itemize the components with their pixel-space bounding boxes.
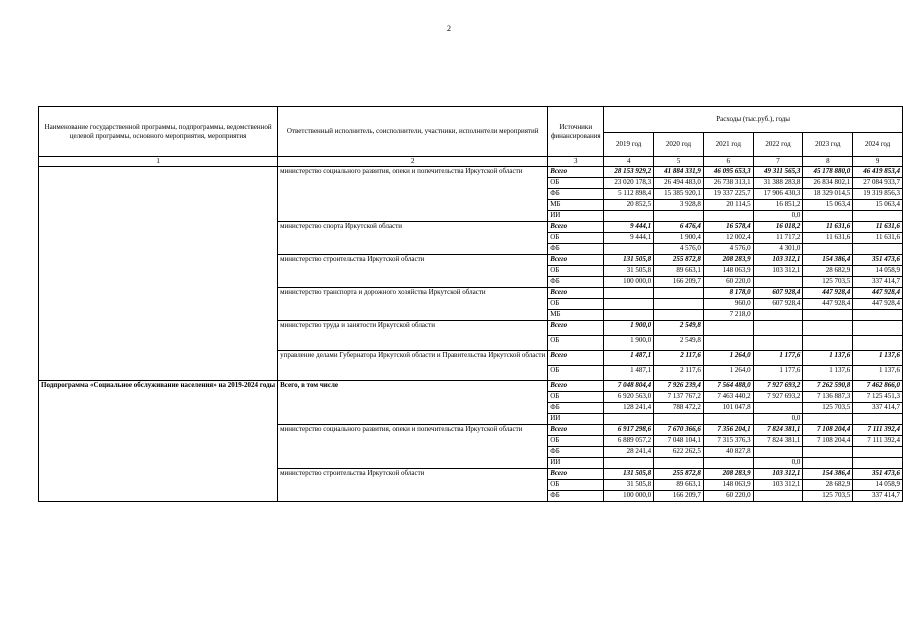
value-cell: 103 312,1: [753, 480, 803, 491]
source-cell: ОБ: [548, 480, 604, 491]
value-cell: 337 414,7: [853, 403, 903, 414]
source-cell: Всего: [548, 255, 604, 266]
value-cell: 0,0: [753, 458, 803, 469]
executor-cell: управление делами Губернатора Иркутской области и Правительства Иркутской области: [278, 351, 548, 381]
value-cell: [604, 299, 654, 310]
value-cell: 23 020 178,3: [604, 178, 654, 189]
value-cell: 7 462 866,0: [853, 381, 903, 392]
value-cell: 1 264,0: [703, 351, 753, 366]
value-cell: 15 063,4: [803, 200, 853, 211]
value-cell: 49 311 565,3: [753, 167, 803, 178]
value-cell: 7 926 239,4: [654, 381, 704, 392]
value-cell: 447 928,4: [853, 288, 903, 299]
value-cell: 7 927 693,2: [753, 381, 803, 392]
value-cell: 1 900,0: [604, 321, 654, 336]
header-year: 2021 год: [703, 133, 753, 157]
value-cell: 7 108 204,4: [803, 436, 853, 447]
value-cell: 166 209,7: [654, 277, 704, 288]
index-cell: 9: [853, 157, 903, 167]
value-cell: [604, 458, 654, 469]
source-cell: Всего: [548, 381, 604, 392]
value-cell: 20 114,5: [703, 200, 753, 211]
value-cell: [803, 336, 853, 351]
index-cell: 5: [654, 157, 704, 167]
value-cell: [753, 321, 803, 336]
value-cell: [604, 244, 654, 255]
value-cell: 447 928,4: [803, 288, 853, 299]
value-cell: [654, 211, 704, 222]
value-cell: 31 505,8: [604, 266, 654, 277]
index-cell: 8: [803, 157, 853, 167]
value-cell: 89 663,1: [654, 266, 704, 277]
value-cell: [803, 321, 853, 336]
value-cell: 7 315 376,3: [703, 436, 753, 447]
value-cell: 103 312,1: [753, 266, 803, 277]
value-cell: 1 177,6: [753, 351, 803, 366]
source-cell: Всего: [548, 351, 604, 366]
value-cell: 622 262,5: [654, 447, 704, 458]
value-cell: [853, 321, 903, 336]
source-cell: Всего: [548, 167, 604, 178]
value-cell: [753, 403, 803, 414]
value-cell: [654, 310, 704, 321]
value-cell: 11 717,2: [753, 233, 803, 244]
value-cell: 1 900,4: [654, 233, 704, 244]
value-cell: 4 301,0: [753, 244, 803, 255]
value-cell: 131 505,8: [604, 469, 654, 480]
value-cell: 128 241,4: [604, 403, 654, 414]
value-cell: 15 385 920,1: [654, 189, 704, 200]
executor-cell: министерство строительства Иркутской области: [278, 469, 548, 502]
value-cell: 131 505,8: [604, 255, 654, 266]
value-cell: 607 928,4: [753, 288, 803, 299]
index-cell: 4: [604, 157, 654, 167]
value-cell: 1 137,6: [853, 351, 903, 366]
value-cell: 100 000,0: [604, 491, 654, 502]
value-cell: 148 063,9: [703, 266, 753, 277]
value-cell: 14 058,9: [853, 266, 903, 277]
budget-table: [38, 106, 903, 502]
value-cell: 7 463 440,2: [703, 392, 753, 403]
index-cell: 3: [548, 157, 604, 167]
program-cell: [39, 167, 278, 381]
value-cell: 1 487,1: [604, 366, 654, 381]
value-cell: 960,0: [703, 299, 753, 310]
value-cell: [654, 288, 704, 299]
value-cell: [654, 458, 704, 469]
header-program: Наименование государственной программы, подпрограммы, ведомственной целевой программы, основного мероприятия, мероприятия: [39, 107, 278, 157]
source-cell: МБ: [548, 200, 604, 211]
value-cell: 1 177,6: [753, 366, 803, 381]
header-year: 2019 год: [604, 133, 654, 157]
value-cell: 18 329 014,5: [803, 189, 853, 200]
value-cell: [604, 414, 654, 425]
value-cell: 26 738 313,1: [703, 178, 753, 189]
value-cell: 1 487,1: [604, 351, 654, 366]
value-cell: [753, 310, 803, 321]
value-cell: 46 419 853,4: [853, 167, 903, 178]
value-cell: 31 505,8: [604, 480, 654, 491]
value-cell: 1 264,0: [703, 366, 753, 381]
value-cell: 7 356 204,1: [703, 425, 753, 436]
value-cell: 7 108 204,4: [803, 425, 853, 436]
value-cell: 607 928,4: [753, 299, 803, 310]
source-cell: ОБ: [548, 436, 604, 447]
source-cell: ИИ: [548, 458, 604, 469]
value-cell: 208 283,9: [703, 255, 753, 266]
value-cell: [703, 336, 753, 351]
value-cell: 27 084 933,7: [853, 178, 903, 189]
value-cell: 46 095 653,3: [703, 167, 753, 178]
value-cell: 11 631,6: [803, 222, 853, 233]
value-cell: 41 884 331,9: [654, 167, 704, 178]
index-cell: 1: [39, 157, 278, 167]
value-cell: 6 889 057,2: [604, 436, 654, 447]
value-cell: [853, 211, 903, 222]
value-cell: 6 920 563,0: [604, 392, 654, 403]
value-cell: 9 444,1: [604, 222, 654, 233]
value-cell: 5 112 898,4: [604, 189, 654, 200]
table-row: [39, 381, 903, 392]
value-cell: [853, 458, 903, 469]
table-row: [39, 167, 903, 178]
value-cell: 4 576,0: [654, 244, 704, 255]
value-cell: 154 386,4: [803, 469, 853, 480]
header-year: 2024 год: [853, 133, 903, 157]
value-cell: 7 670 366,6: [654, 425, 704, 436]
value-cell: [703, 414, 753, 425]
value-cell: 26 834 802,1: [803, 178, 853, 189]
source-cell: ОБ: [548, 233, 604, 244]
value-cell: [803, 244, 853, 255]
value-cell: [703, 211, 753, 222]
value-cell: 7 824 381,1: [753, 436, 803, 447]
value-cell: 447 928,4: [803, 299, 853, 310]
value-cell: 28 241,4: [604, 447, 654, 458]
value-cell: 125 703,5: [803, 491, 853, 502]
value-cell: 7 824 381,1: [753, 425, 803, 436]
value-cell: 337 414,7: [853, 277, 903, 288]
value-cell: [803, 458, 853, 469]
value-cell: 45 178 880,0: [803, 167, 853, 178]
value-cell: 28 153 929,2: [604, 167, 654, 178]
executor-cell: Всего, в том числе: [278, 381, 548, 425]
value-cell: 7 927 693,2: [753, 392, 803, 403]
value-cell: 7 111 392,4: [853, 436, 903, 447]
value-cell: [604, 211, 654, 222]
value-cell: 15 063,4: [853, 200, 903, 211]
source-cell: Всего: [548, 469, 604, 480]
value-cell: 7 262 590,8: [803, 381, 853, 392]
value-cell: [853, 414, 903, 425]
value-cell: 1 137,6: [853, 366, 903, 381]
index-cell: 6: [703, 157, 753, 167]
value-cell: 0,0: [753, 211, 803, 222]
value-cell: [853, 447, 903, 458]
page-number: 2: [447, 24, 451, 33]
value-cell: 7 137 767,2: [654, 392, 704, 403]
value-cell: 40 827,8: [703, 447, 753, 458]
value-cell: 11 631,6: [853, 222, 903, 233]
source-cell: МБ: [548, 310, 604, 321]
index-cell: 2: [278, 157, 548, 167]
value-cell: 7 136 887,3: [803, 392, 853, 403]
value-cell: 7 048 804,4: [604, 381, 654, 392]
value-cell: 447 928,4: [853, 299, 903, 310]
executor-cell: министерство труда и занятости Иркутской области: [278, 321, 548, 351]
value-cell: 60 220,0: [703, 491, 753, 502]
value-cell: 1 137,6: [803, 366, 853, 381]
value-cell: 8 178,0: [703, 288, 753, 299]
value-cell: 31 388 283,8: [753, 178, 803, 189]
value-cell: 19 337 225,7: [703, 189, 753, 200]
value-cell: 351 473,6: [853, 469, 903, 480]
value-cell: 351 473,6: [853, 255, 903, 266]
value-cell: 2 549,8: [654, 321, 704, 336]
value-cell: 19 319 856,3: [853, 189, 903, 200]
index-cell: 7: [753, 157, 803, 167]
value-cell: 788 472,2: [654, 403, 704, 414]
value-cell: 16 578,4: [703, 222, 753, 233]
value-cell: 103 312,1: [753, 255, 803, 266]
value-cell: 17 906 430,3: [753, 189, 803, 200]
value-cell: 6 476,4: [654, 222, 704, 233]
value-cell: [753, 336, 803, 351]
value-cell: [803, 447, 853, 458]
value-cell: 7 218,0: [703, 310, 753, 321]
value-cell: 4 576,0: [703, 244, 753, 255]
value-cell: 14 058,9: [853, 480, 903, 491]
value-cell: [753, 447, 803, 458]
value-cell: [853, 310, 903, 321]
value-cell: [654, 414, 704, 425]
value-cell: [703, 458, 753, 469]
source-cell: Всего: [548, 288, 604, 299]
source-cell: ФБ: [548, 403, 604, 414]
program-cell: Подпрограмма «Социальное обслуживание населения» на 2019-2024 годы: [39, 381, 278, 502]
source-cell: ФБ: [548, 189, 604, 200]
source-cell: ОБ: [548, 336, 604, 351]
value-cell: 2 117,6: [654, 366, 704, 381]
source-cell: ФБ: [548, 491, 604, 502]
value-cell: 26 494 483,0: [654, 178, 704, 189]
source-cell: ИИ: [548, 414, 604, 425]
value-cell: 11 631,6: [853, 233, 903, 244]
value-cell: [604, 288, 654, 299]
source-cell: Всего: [548, 222, 604, 233]
executor-cell: министерство транспорта и дорожного хозяйства Иркутской области: [278, 288, 548, 321]
value-cell: 255 872,8: [654, 255, 704, 266]
source-cell: ФБ: [548, 277, 604, 288]
executor-cell: министерство строительства Иркутской области: [278, 255, 548, 288]
value-cell: 89 663,1: [654, 480, 704, 491]
value-cell: 3 928,8: [654, 200, 704, 211]
value-cell: 208 283,9: [703, 469, 753, 480]
value-cell: [604, 310, 654, 321]
value-cell: [654, 299, 704, 310]
value-cell: 125 703,5: [803, 403, 853, 414]
header-year: 2023 год: [803, 133, 853, 157]
header-executor: Ответственный исполнитель, соисполнители, участники, исполнители мероприятий: [278, 107, 548, 157]
value-cell: 100 000,0: [604, 277, 654, 288]
value-cell: 1 137,6: [803, 351, 853, 366]
value-cell: 7 111 392,4: [853, 425, 903, 436]
table-body: [39, 167, 903, 502]
value-cell: 2 117,6: [654, 351, 704, 366]
value-cell: 60 220,0: [703, 277, 753, 288]
value-cell: [703, 321, 753, 336]
value-cell: 12 002,4: [703, 233, 753, 244]
source-cell: ОБ: [548, 366, 604, 381]
value-cell: 11 631,6: [803, 233, 853, 244]
header-source: Источники финансирования: [548, 107, 604, 157]
value-cell: [853, 244, 903, 255]
executor-cell: министерство спорта Иркутской области: [278, 222, 548, 255]
source-cell: ИИ: [548, 211, 604, 222]
value-cell: 337 414,7: [853, 491, 903, 502]
value-cell: 28 682,9: [803, 480, 853, 491]
value-cell: 154 386,4: [803, 255, 853, 266]
source-cell: ОБ: [548, 299, 604, 310]
value-cell: [853, 336, 903, 351]
source-cell: ОБ: [548, 266, 604, 277]
source-cell: ФБ: [548, 244, 604, 255]
source-cell: Всего: [548, 321, 604, 336]
value-cell: 6 917 298,6: [604, 425, 654, 436]
header-expenses: Расходы (тыс.руб.), годы: [604, 107, 903, 133]
source-cell: ОБ: [548, 392, 604, 403]
source-cell: ФБ: [548, 447, 604, 458]
value-cell: 101 047,8: [703, 403, 753, 414]
header-year: 2020 год: [654, 133, 704, 157]
value-cell: 9 444,1: [604, 233, 654, 244]
value-cell: 2 549,8: [654, 336, 704, 351]
source-cell: ОБ: [548, 178, 604, 189]
value-cell: 7 125 451,3: [853, 392, 903, 403]
value-cell: 7 564 488,0: [703, 381, 753, 392]
value-cell: 1 900,0: [604, 336, 654, 351]
header-year: 2022 год: [753, 133, 803, 157]
value-cell: 125 703,5: [803, 277, 853, 288]
value-cell: 148 063,9: [703, 480, 753, 491]
executor-cell: министерство социального развития, опеки и попечительства Иркутской области: [278, 167, 548, 222]
value-cell: [753, 277, 803, 288]
value-cell: [753, 491, 803, 502]
value-cell: 255 872,8: [654, 469, 704, 480]
value-cell: [803, 414, 853, 425]
value-cell: 20 852,5: [604, 200, 654, 211]
value-cell: [803, 211, 853, 222]
value-cell: 103 312,1: [753, 469, 803, 480]
value-cell: 16 851,2: [753, 200, 803, 211]
value-cell: 28 682,9: [803, 266, 853, 277]
executor-cell: министерство социального развития, опеки и попечительства Иркутской области: [278, 425, 548, 469]
value-cell: [803, 310, 853, 321]
value-cell: 16 018,2: [753, 222, 803, 233]
value-cell: 7 048 104,1: [654, 436, 704, 447]
value-cell: 166 209,7: [654, 491, 704, 502]
value-cell: 0,0: [753, 414, 803, 425]
source-cell: Всего: [548, 425, 604, 436]
